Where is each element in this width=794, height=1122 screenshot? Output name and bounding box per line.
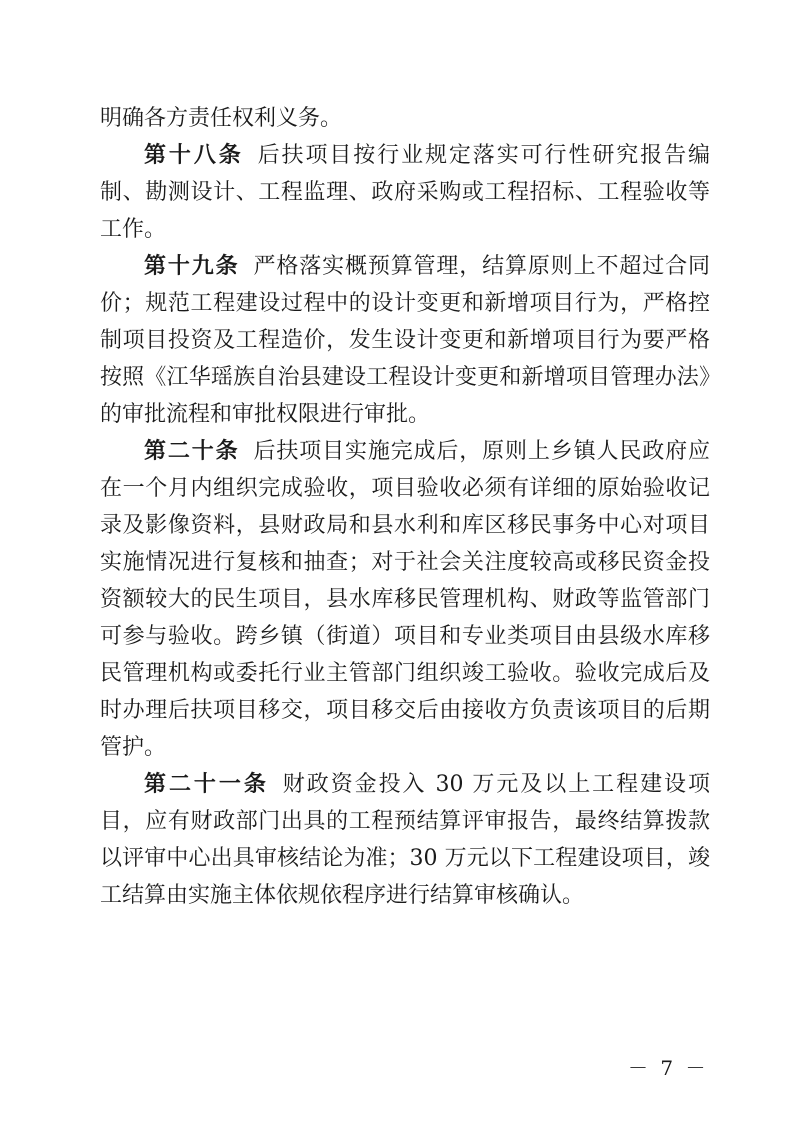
document-body	[100, 100, 710, 914]
page-number: － 7 －	[628, 1056, 709, 1080]
article-text: 严格落实概预算管理，结算原则上不超过合同价；规范工程建设过程中的设计变更和新增项目行为，严格控制项目投资及工程造价，发生设计变更和新增项目行为要严格按照《江华瑶族自治县建设工程设计变更和新增项目管理办法》的审批流程和审批权限进行审批。	[100, 254, 710, 427]
article-heading: 第二十一条	[144, 771, 269, 797]
paragraph-continuation	[100, 100, 710, 137]
article-18	[100, 137, 710, 248]
paragraph-text: 明确各方责任权利义务。	[100, 106, 343, 131]
article-19	[100, 248, 710, 433]
article-text: 后扶项目实施完成后，原则上乡镇人民政府应在一个月内组织完成验收，项目验收必须有详细的原始验收记录及影像资料，县财政局和县水利和库区移民事务中心对项目实施情况进行复核和抽查；对于社会关注度较高或移民资金投资额较大的民生项目，县水库移民管理机构、财政等监管部门可参与验收。跨乡镇（街道）项目和专业类项目由县级水库移民管理机构或委托行业主管部门组织竣工验收。验收完成后及时办理后扶项目移交，项目移交后由接收方负责该项目的后期管护。	[100, 439, 710, 760]
article-20	[100, 433, 710, 766]
article-heading: 第二十条	[144, 438, 240, 464]
article-text: 财政资金投入 30 万元及以上工程建设项目，应有财政部门出具的工程预结算评审报告，最终结算拨款以评审中心出具审核结论为准；30 万元以下工程建设项目，竣工结算由实施主体依规依程序进行结算审核确认。	[100, 772, 710, 908]
article-heading: 第十九条	[144, 253, 240, 279]
article-heading: 第十八条	[144, 142, 244, 168]
article-text: 后扶项目按行业规定落实可行性研究报告编制、勘测设计、工程监理、政府采购或工程招标、工程验收等工作。	[100, 143, 710, 242]
article-21	[100, 766, 710, 914]
